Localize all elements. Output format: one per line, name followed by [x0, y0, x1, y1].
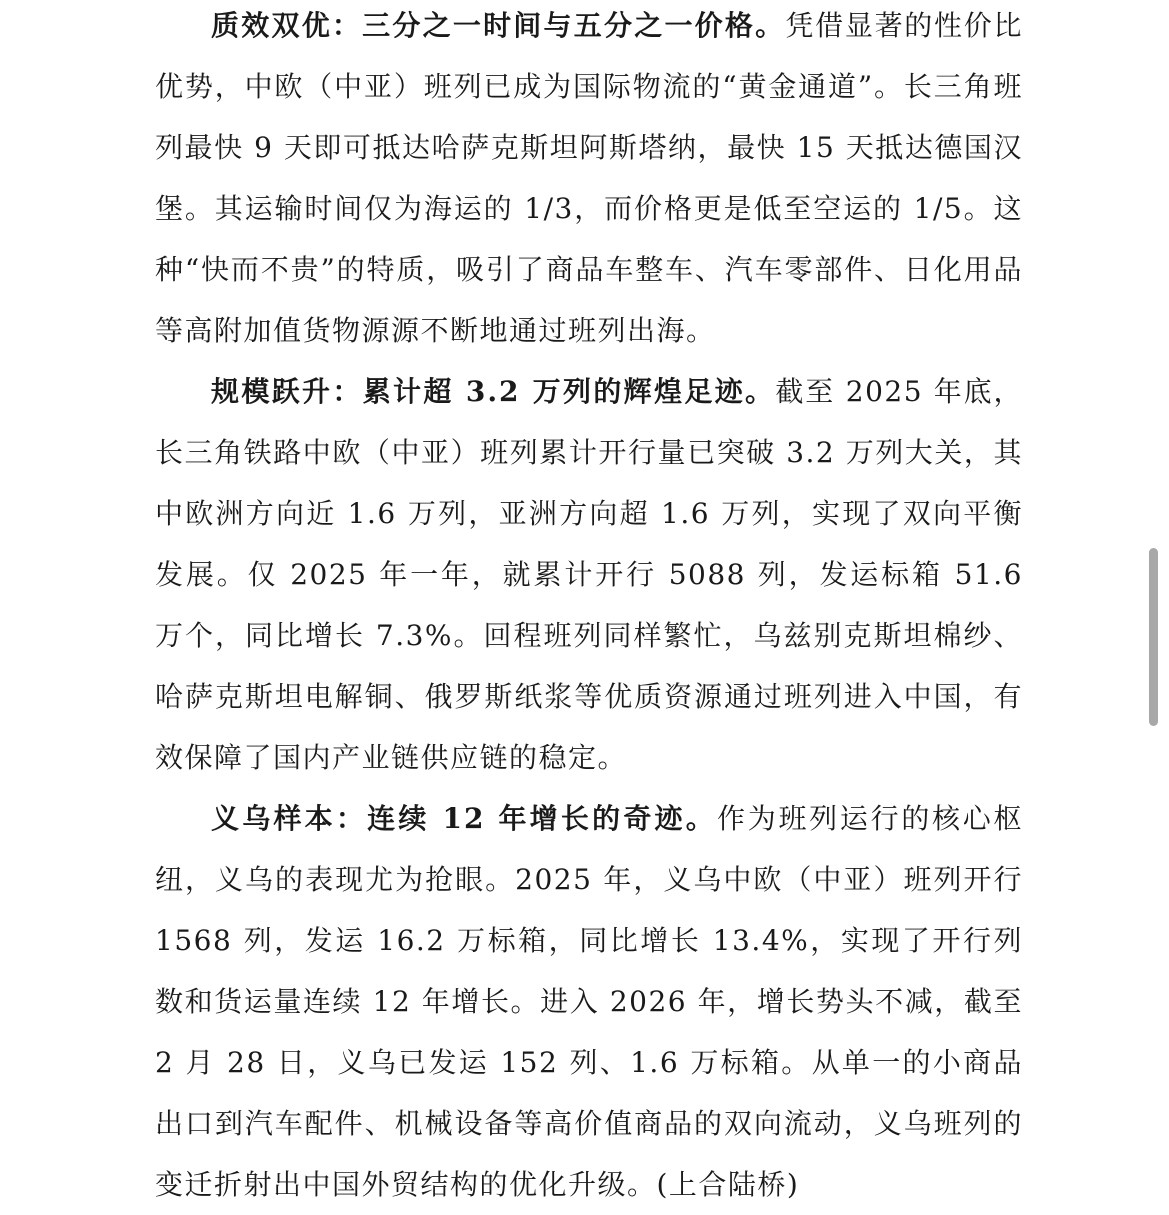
- paragraph-body: 截至 2025 年底，长三角铁路中欧（中亚）班列累计开行量已突破 3.2 万列大关，其中欧洲方向近 1.6 万列，亚洲方向超 1.6 万列，实现了双向平衡发展。仅 2025 年一年，就累计开行 5088 列，发运标箱 51.6 万个，同比增长 7.3%。回程班列同样繁忙，乌兹别克斯坦棉纱、哈萨克斯坦电解铜、俄罗斯纸浆等优质资源通过班列进入中国，有效保障了国内产业链供应链的稳定。: [155, 375, 1023, 774]
- article-body: [155, 0, 1023, 1215]
- paragraph-lead: 质效双优：三分之一时间与五分之一价格。: [211, 9, 786, 42]
- scrollbar-thumb[interactable]: [1149, 548, 1158, 726]
- paragraph-lead: 规模跃升：累计超 3.2 万列的辉煌足迹。: [211, 375, 776, 408]
- paragraph-lead: 义乌样本：连续 12 年增长的奇迹。: [211, 802, 717, 835]
- paragraph-yiwu-sample: [155, 788, 1023, 1215]
- vertical-scrollbar[interactable]: [1151, 0, 1161, 1215]
- paragraph-quality-efficiency: [155, 0, 1023, 361]
- paragraph-body: 作为班列运行的核心枢纽，义乌的表现尤为抢眼。2025 年，义乌中欧（中亚）班列开行 1568 列，发运 16.2 万标箱，同比增长 13.4%，实现了开行列数和货运量连续 12 年增长。进入 2026 年，增长势头不减，截至 2 月 28 日，义乌已发运 152 列、1.6 万标箱。从单一的小商品出口到汽车配件、机械设备等高价值商品的双向流动，义乌班列的变迁折射出中国外贸结构的优化升级。(上合陆桥): [155, 802, 1023, 1201]
- paragraph-scale-growth: [155, 361, 1023, 788]
- paragraph-body: 凭借显著的性价比优势，中欧（中亚）班列已成为国际物流的“黄金通道”。长三角班列最快 9 天即可抵达哈萨克斯坦阿斯塔纳，最快 15 天抵达德国汉堡。其运输时间仅为海运的 1/3，而价格更是低至空运的 1/5。这种“快而不贵”的特质，吸引了商品车整车、汽车零部件、日化用品等高附加值货物源源不断地通过班列出海。: [155, 9, 1023, 347]
